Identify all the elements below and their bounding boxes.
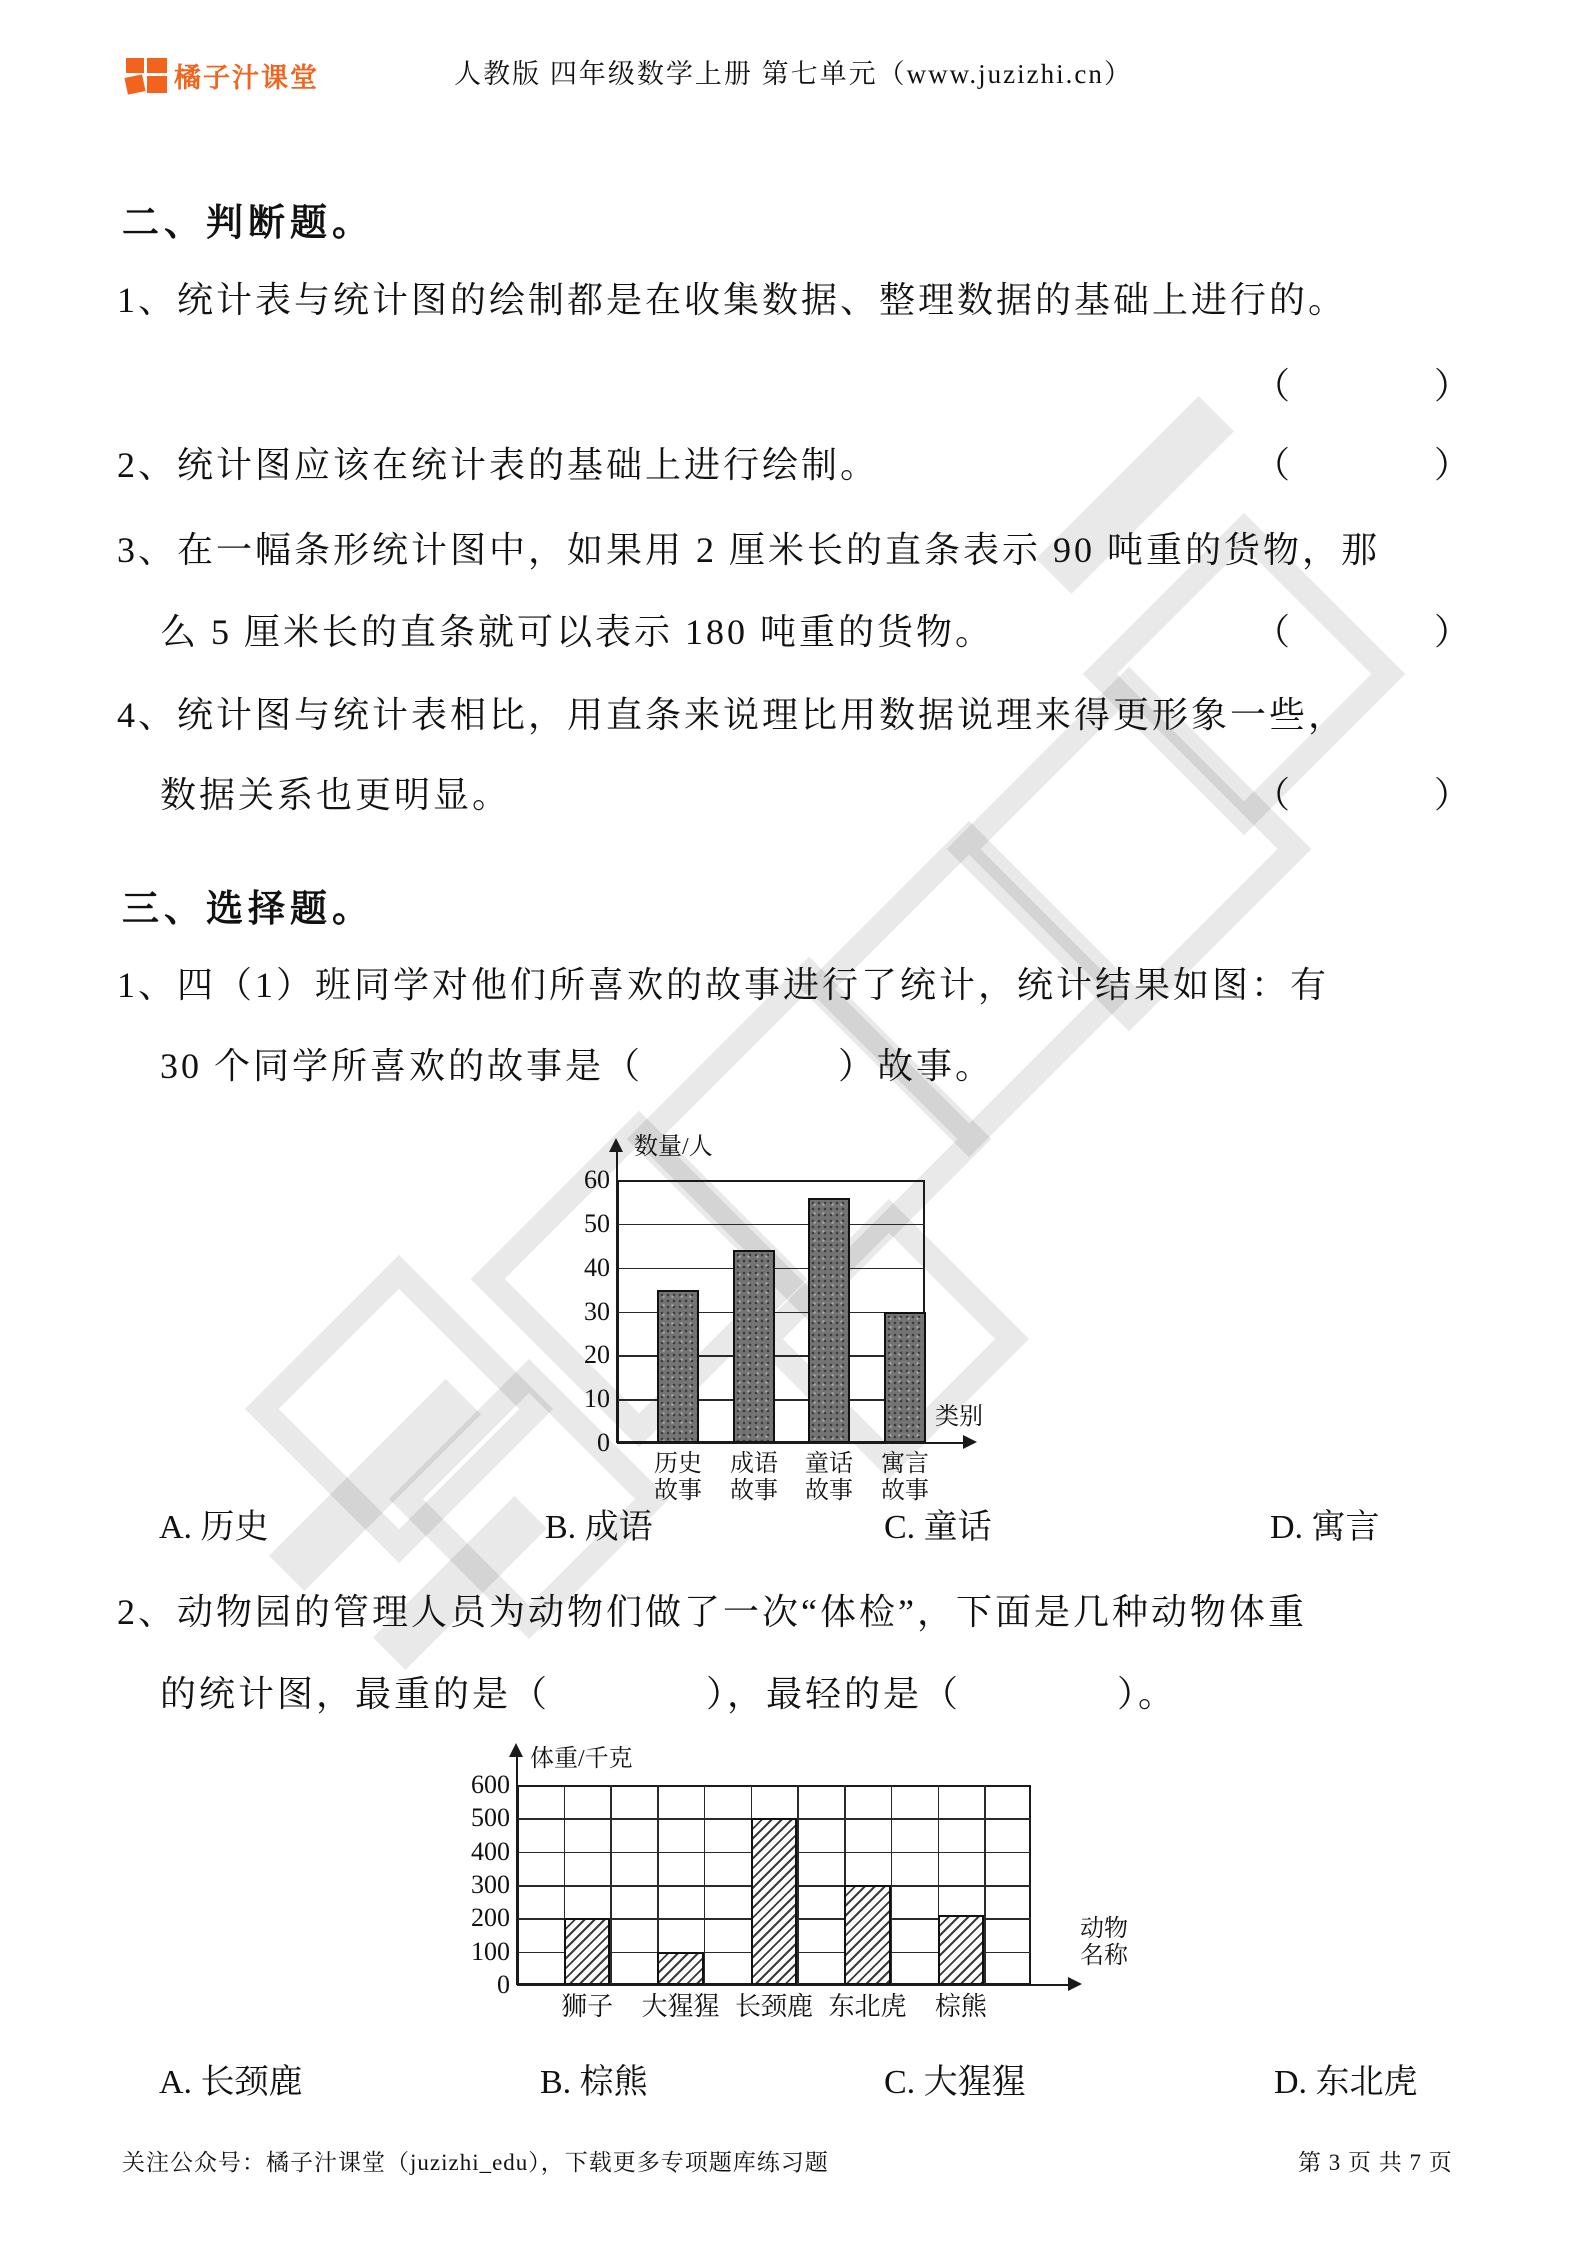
bracket-open: （ xyxy=(1254,775,1291,815)
judge-q1-answer-brackets xyxy=(1254,358,1470,409)
bracket-open: （ xyxy=(1254,612,1291,652)
category-label: 童话 故事 xyxy=(805,1451,853,1504)
bracket-open: （ xyxy=(1254,366,1291,406)
y-axis-tick: 600 xyxy=(471,1770,510,1799)
footer-page-number: 第 3 页 共 7 页 xyxy=(1298,2150,1453,2175)
bracket-close: ） xyxy=(1433,612,1470,652)
y-axis-tick: 50 xyxy=(584,1208,610,1238)
choice-q2-option-b: B. 棕熊 xyxy=(540,2064,648,2101)
y-axis-line xyxy=(616,1148,618,1443)
judge-q4-line2: 数据关系也更明显。 xyxy=(160,775,512,815)
judge-q3-line2: 么 5 厘米长的直条就可以表示 180 吨重的货物。 xyxy=(160,612,995,652)
bar xyxy=(844,1885,891,1985)
judge-q4-line1: 4、统计图与统计表相比，用直条来说理比用数据说理来得更形象一些， xyxy=(117,695,1348,735)
category-label: 历史 故事 xyxy=(654,1451,702,1504)
y-axis-tick: 400 xyxy=(471,1836,510,1866)
choice-q1-line2: 30 个同学所喜欢的故事是（ ）故事。 xyxy=(160,1046,995,1086)
gridline-v xyxy=(984,1785,986,1985)
choice-q1-option-b: B. 成语 xyxy=(545,1509,653,1546)
bar xyxy=(751,1818,798,1985)
bar xyxy=(884,1312,926,1444)
choice-q1-option-d: D. 寓言 xyxy=(1270,1509,1380,1546)
x-axis-title: 动物 名称 xyxy=(1080,1916,1128,1969)
x-axis-line xyxy=(617,1442,963,1444)
y-axis-tick: 300 xyxy=(471,1870,510,1899)
brand-logo-text: 橘子汁课堂 xyxy=(174,63,319,93)
choice-q1-option-c: C. 童话 xyxy=(884,1509,992,1546)
y-axis-arrow xyxy=(509,1743,523,1757)
bar xyxy=(564,1918,611,1985)
judge-q3-answer-brackets xyxy=(1254,604,1470,655)
y-axis-title: 数量/人 xyxy=(634,1134,713,1160)
judge-q3-line1: 3、在一幅条形统计图中，如果用 2 厘米长的直条表示 90 吨重的货物，那 xyxy=(117,530,1381,570)
gridline-v xyxy=(797,1785,799,1985)
bracket-close: ） xyxy=(1433,366,1470,406)
bracket-close: ） xyxy=(1433,775,1470,815)
gridline-h xyxy=(617,1224,925,1226)
category-label: 棕熊 xyxy=(934,1992,987,2021)
bar xyxy=(657,1290,699,1443)
y-axis-tick: 10 xyxy=(584,1384,610,1414)
gridline-v xyxy=(891,1785,893,1985)
bar-chart-animal-weight xyxy=(400,1738,1160,2043)
bar xyxy=(938,1915,985,1985)
bracket-open: （ xyxy=(1254,445,1291,485)
y-axis-tick: 30 xyxy=(584,1296,610,1326)
gridline-v xyxy=(704,1785,706,1985)
x-axis-line xyxy=(517,1984,1068,1986)
y-axis-tick: 40 xyxy=(584,1252,610,1282)
y-axis-tick: 60 xyxy=(584,1165,610,1194)
bracket-close: ） xyxy=(1433,445,1470,485)
category-label: 成语 故事 xyxy=(730,1451,778,1504)
y-axis-tick: 500 xyxy=(471,1803,510,1833)
judge-q2-answer-brackets xyxy=(1254,437,1470,488)
y-axis-tick: 100 xyxy=(471,1936,510,1966)
choice-q2-line2: 的统计图，最重的是（ ），最轻的是（ ）。 xyxy=(160,1674,1178,1714)
bar-chart-story-preference xyxy=(430,1128,1020,1518)
bar xyxy=(808,1198,850,1443)
x-axis-arrow xyxy=(963,1435,977,1449)
choice-q2-line1: 2、动物园的管理人员为动物们做了一次“体检”，下面是几种动物体重 xyxy=(117,1592,1307,1632)
judge-q4-answer-brackets xyxy=(1254,767,1470,818)
page-header-title: 人教版 四年级数学上册 第七单元（www.juzizhi.cn） xyxy=(454,59,1133,89)
category-label: 东北虎 xyxy=(828,1992,907,2021)
choice-q1-option-a: A. 历史 xyxy=(159,1509,269,1546)
category-label: 大猩猩 xyxy=(641,1992,720,2021)
footer-account-note: 关注公众号：橘子汁课堂（juzizhi_edu），下载更多专项题库练习题 xyxy=(122,2150,829,2175)
y-axis-title: 体重/千克 xyxy=(530,1746,633,1772)
judge-q2-line1: 2、统计图应该在统计表的基础上进行绘制。 xyxy=(117,445,880,485)
y-axis-line xyxy=(516,1753,518,1985)
judge-q1-line1: 1、统计表与统计图的绘制都是在收集数据、整理数据的基础上进行的。 xyxy=(117,280,1348,320)
y-axis-tick: 0 xyxy=(597,1428,610,1457)
choice-q2-option-d: D. 东北虎 xyxy=(1274,2064,1418,2101)
x-axis-arrow xyxy=(1068,1977,1082,1991)
gridline-v xyxy=(610,1785,612,1985)
y-axis-tick: 20 xyxy=(584,1340,610,1370)
y-axis-arrow xyxy=(609,1138,623,1152)
section-title-choice: 三、选择题。 xyxy=(122,889,374,930)
section-title-judge: 二、判断题。 xyxy=(122,203,374,244)
choice-q2-option-c: C. 大猩猩 xyxy=(884,2064,1026,2101)
bar xyxy=(657,1952,704,1985)
category-label: 长颈鹿 xyxy=(734,1992,813,2021)
category-label: 寓言 故事 xyxy=(881,1451,929,1504)
bar xyxy=(733,1250,775,1443)
y-axis-tick: 0 xyxy=(497,1970,510,1999)
choice-q1-line1: 1、四（1）班同学对他们所喜欢的故事进行了统计，统计结果如图：有 xyxy=(117,965,1330,1005)
y-axis-tick: 200 xyxy=(471,1903,510,1933)
x-axis-title: 类别 xyxy=(935,1404,983,1430)
category-label: 狮子 xyxy=(561,1992,614,2021)
choice-q2-option-a: A. 长颈鹿 xyxy=(159,2064,303,2101)
